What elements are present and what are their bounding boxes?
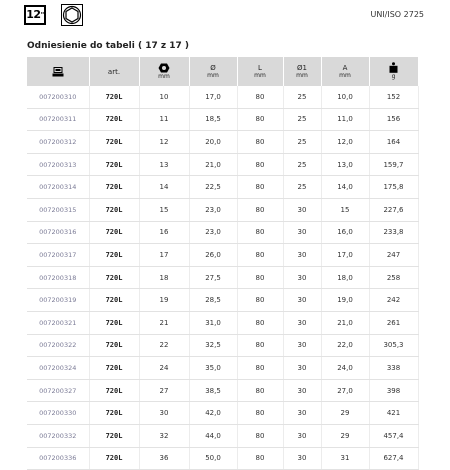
cell-l: 80 — [237, 402, 283, 425]
cell-code: 007200332 — [27, 424, 89, 447]
cell-a: 15 — [321, 198, 369, 221]
cell-d1: 30 — [283, 244, 321, 267]
cell-l: 80 — [237, 447, 283, 470]
cell-code: 007200318 — [27, 266, 89, 289]
cell-art: 720L — [89, 176, 139, 199]
cell-l: 80 — [237, 289, 283, 312]
cell-a: 18,0 — [321, 266, 369, 289]
cell-a: 11,0 — [321, 108, 369, 131]
cell-weight: 233,8 — [369, 221, 418, 244]
cell-weight: 305,3 — [369, 334, 418, 357]
cell-code: 007200312 — [27, 131, 89, 154]
cell-art: 720L — [89, 153, 139, 176]
cell-d1: 25 — [283, 131, 321, 154]
cell-d: 31,0 — [189, 311, 237, 334]
table-row — [27, 153, 418, 176]
table-body — [27, 86, 418, 470]
table-row — [27, 379, 418, 402]
cell-weight: 152 — [369, 86, 418, 108]
col-header-d1: Ø1 mm — [283, 57, 321, 86]
cell-d1: 25 — [283, 108, 321, 131]
col-header-art: art. — [89, 57, 139, 86]
cell-code: 007200322 — [27, 334, 89, 357]
cell-a: 21,0 — [321, 311, 369, 334]
cell-d: 38,5 — [189, 379, 237, 402]
cell-a: 17,0 — [321, 244, 369, 267]
cell-size: 13 — [139, 153, 189, 176]
cell-a: 29 — [321, 402, 369, 425]
cell-size: 16 — [139, 221, 189, 244]
cell-a: 10,0 — [321, 86, 369, 108]
table-row — [27, 198, 418, 221]
cell-l: 80 — [237, 311, 283, 334]
cell-d: 44,0 — [189, 424, 237, 447]
cell-a: 27,0 — [321, 379, 369, 402]
cell-code: 007200327 — [27, 379, 89, 402]
table-row — [27, 424, 418, 447]
cell-d1: 30 — [283, 289, 321, 312]
cell-d1: 30 — [283, 379, 321, 402]
table-row — [27, 244, 418, 267]
cell-size: 18 — [139, 266, 189, 289]
cell-a: 22,0 — [321, 334, 369, 357]
cell-weight: 398 — [369, 379, 418, 402]
table-row — [27, 447, 418, 470]
cell-l: 80 — [237, 221, 283, 244]
drive-size-icon: 12" — [24, 5, 46, 25]
cell-d1: 30 — [283, 266, 321, 289]
cell-code: 007200321 — [27, 311, 89, 334]
cell-l: 80 — [237, 357, 283, 380]
cell-l: 80 — [237, 153, 283, 176]
cell-weight: 338 — [369, 357, 418, 380]
cell-weight: 242 — [369, 289, 418, 312]
cell-size: 15 — [139, 198, 189, 221]
cell-size: 27 — [139, 379, 189, 402]
cell-size: 14 — [139, 176, 189, 199]
cell-size: 12 — [139, 131, 189, 154]
cell-size: 21 — [139, 311, 189, 334]
cell-code: 007200311 — [27, 108, 89, 131]
cell-d1: 30 — [283, 221, 321, 244]
hexagon-socket-icon — [61, 4, 83, 26]
cell-l: 80 — [237, 108, 283, 131]
cell-d: 50,0 — [189, 447, 237, 470]
cell-a: 19,0 — [321, 289, 369, 312]
cell-size: 17 — [139, 244, 189, 267]
cell-weight: 159,7 — [369, 153, 418, 176]
cell-art: 720L — [89, 266, 139, 289]
cell-d1: 30 — [283, 311, 321, 334]
cell-d1: 30 — [283, 334, 321, 357]
cell-art: 720L — [89, 379, 139, 402]
table-header-row — [27, 57, 418, 86]
cell-d1: 30 — [283, 402, 321, 425]
cell-l: 80 — [237, 244, 283, 267]
cell-weight: 247 — [369, 244, 418, 267]
cell-size: 11 — [139, 108, 189, 131]
cell-l: 80 — [237, 176, 283, 199]
table-row — [27, 108, 418, 131]
cell-d: 23,0 — [189, 198, 237, 221]
cell-art: 720L — [89, 244, 139, 267]
cell-d: 22,5 — [189, 176, 237, 199]
cell-weight: 227,6 — [369, 198, 418, 221]
col-header-weight: g — [369, 57, 418, 86]
hex-nut-icon — [158, 63, 170, 73]
cell-weight: 261 — [369, 311, 418, 334]
specs-table — [27, 57, 419, 470]
table-row — [27, 357, 418, 380]
cell-a: 29 — [321, 424, 369, 447]
package-icon — [52, 67, 64, 77]
cell-d: 20,0 — [189, 131, 237, 154]
cell-code: 007200315 — [27, 198, 89, 221]
table-row — [27, 402, 418, 425]
table-row — [27, 86, 418, 108]
cell-art: 720L — [89, 289, 139, 312]
cell-size: 22 — [139, 334, 189, 357]
cell-d: 42,0 — [189, 402, 237, 425]
cell-weight: 258 — [369, 266, 418, 289]
top-bar — [24, 3, 424, 29]
table-row — [27, 289, 418, 312]
cell-d: 17,0 — [189, 86, 237, 108]
cell-l: 80 — [237, 424, 283, 447]
cell-d1: 30 — [283, 424, 321, 447]
cell-d: 27,5 — [189, 266, 237, 289]
cell-size: 32 — [139, 424, 189, 447]
table-row — [27, 266, 418, 289]
cell-art: 720L — [89, 221, 139, 244]
col-header-a: A mm — [321, 57, 369, 86]
table-row — [27, 131, 418, 154]
cell-size: 30 — [139, 402, 189, 425]
cell-d: 28,5 — [189, 289, 237, 312]
cell-size: 10 — [139, 86, 189, 108]
cell-art: 720L — [89, 198, 139, 221]
cell-d1: 25 — [283, 153, 321, 176]
cell-art: 720L — [89, 402, 139, 425]
cell-l: 80 — [237, 379, 283, 402]
cell-code: 007200319 — [27, 289, 89, 312]
cell-d1: 25 — [283, 86, 321, 108]
cell-d: 18,5 — [189, 108, 237, 131]
col-header-code — [27, 57, 89, 86]
cell-code: 007200314 — [27, 176, 89, 199]
cell-art: 720L — [89, 108, 139, 131]
cell-code: 007200324 — [27, 357, 89, 380]
table-row — [27, 334, 418, 357]
col-header-d: Ø mm — [189, 57, 237, 86]
cell-l: 80 — [237, 334, 283, 357]
cell-weight: 164 — [369, 131, 418, 154]
cell-weight: 627,4 — [369, 447, 418, 470]
cell-art: 720L — [89, 334, 139, 357]
weight-icon — [389, 62, 398, 73]
table-row — [27, 311, 418, 334]
table-row — [27, 176, 418, 199]
cell-code: 007200316 — [27, 221, 89, 244]
cell-d1: 30 — [283, 198, 321, 221]
table-row — [27, 221, 418, 244]
cell-size: 19 — [139, 289, 189, 312]
cell-weight: 421 — [369, 402, 418, 425]
cell-code: 007200310 — [27, 86, 89, 108]
cell-a: 14,0 — [321, 176, 369, 199]
cell-code: 007200313 — [27, 153, 89, 176]
cell-art: 720L — [89, 357, 139, 380]
cell-art: 720L — [89, 424, 139, 447]
cell-weight: 175,8 — [369, 176, 418, 199]
cell-art: 720L — [89, 311, 139, 334]
cell-weight: 457,4 — [369, 424, 418, 447]
cell-a: 13,0 — [321, 153, 369, 176]
cell-d: 35,0 — [189, 357, 237, 380]
cell-d1: 30 — [283, 447, 321, 470]
cell-d1: 30 — [283, 357, 321, 380]
cell-l: 80 — [237, 131, 283, 154]
standard-label: UNI/ISO 2725 — [370, 10, 424, 19]
cell-a: 12,0 — [321, 131, 369, 154]
cell-art: 720L — [89, 447, 139, 470]
table-reference-title: Odniesienie do tabeli ( 17 z 17 ) — [27, 41, 189, 51]
cell-a: 16,0 — [321, 221, 369, 244]
cell-a: 31 — [321, 447, 369, 470]
col-header-size: mm — [139, 57, 189, 86]
cell-size: 36 — [139, 447, 189, 470]
cell-l: 80 — [237, 266, 283, 289]
cell-code: 007200336 — [27, 447, 89, 470]
cell-d: 32,5 — [189, 334, 237, 357]
cell-code: 007200330 — [27, 402, 89, 425]
cell-weight: 156 — [369, 108, 418, 131]
cell-d: 23,0 — [189, 221, 237, 244]
cell-l: 80 — [237, 86, 283, 108]
cell-d: 26,0 — [189, 244, 237, 267]
cell-d: 21,0 — [189, 153, 237, 176]
cell-size: 24 — [139, 357, 189, 380]
cell-art: 720L — [89, 131, 139, 154]
cell-art: 720L — [89, 86, 139, 108]
cell-a: 24,0 — [321, 357, 369, 380]
col-header-l: L mm — [237, 57, 283, 86]
cell-d1: 25 — [283, 176, 321, 199]
cell-code: 007200317 — [27, 244, 89, 267]
cell-l: 80 — [237, 198, 283, 221]
